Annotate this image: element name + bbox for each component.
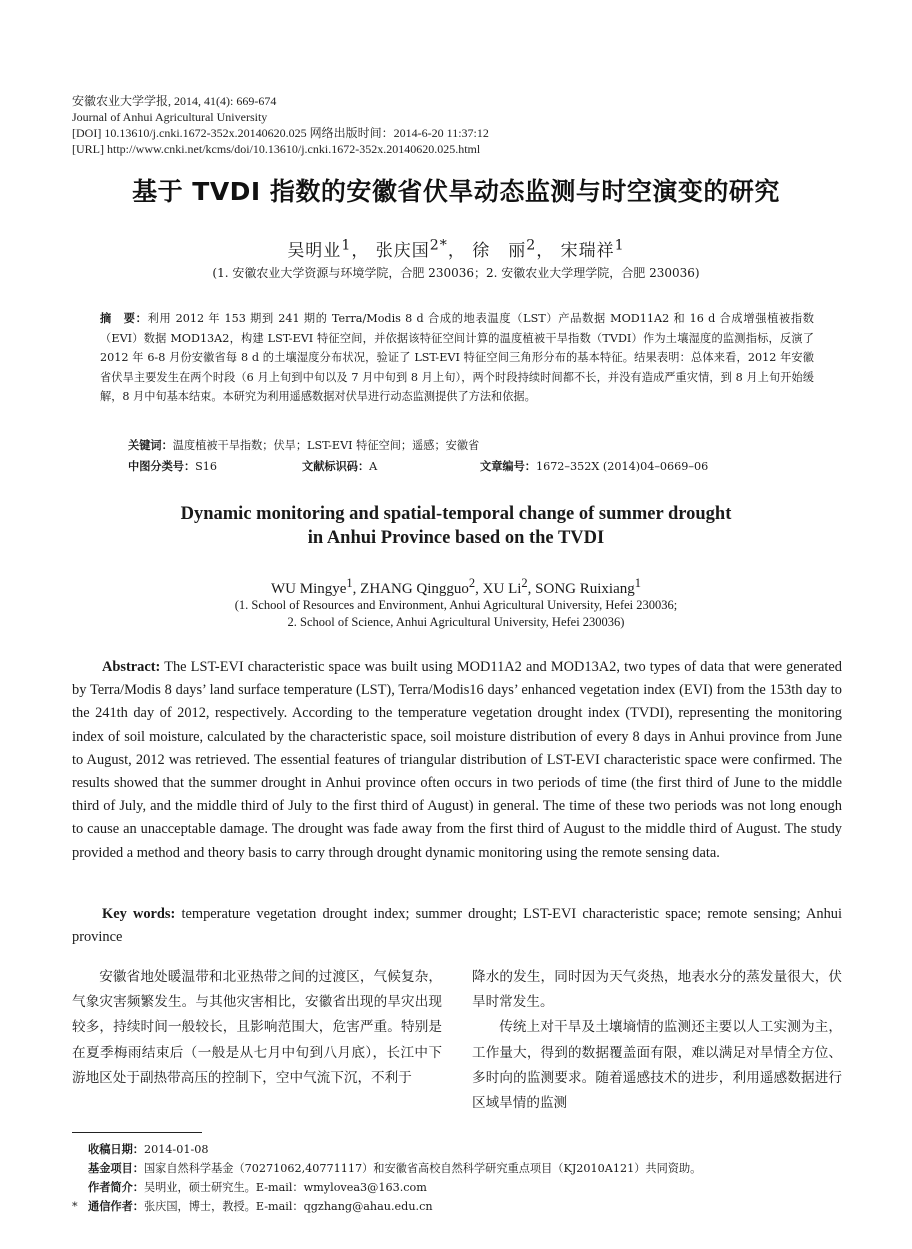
author-name: WU Mingye — [271, 581, 347, 597]
author-affil-mark: 1 — [346, 576, 353, 590]
author-affil-mark: 2 — [468, 576, 476, 590]
author-affil-mark: 1 — [634, 576, 641, 590]
author-separator: , — [352, 581, 361, 597]
abstract-label-cn: 摘 要： — [100, 312, 148, 325]
journal-citation: 安徽农业大学学报, 2014, 41(4): 669-674 — [72, 94, 277, 108]
article-number-value: 1672–352X (2014)04–0669–06 — [535, 460, 709, 473]
affiliation-en — [0, 597, 912, 631]
corresponding-value: 张庆国，博士，教授。E-mail：qgzhang@ahau.edu.cn — [143, 1200, 433, 1213]
author-bio-label: 作者简介： — [88, 1181, 144, 1194]
author-affil-mark: 2 — [526, 237, 537, 254]
author-name: 宋瑞祥 — [560, 241, 615, 261]
doc-code-value: A — [369, 460, 378, 473]
received-date — [72, 1140, 872, 1159]
author-separator: ， — [447, 241, 466, 261]
author-name: SONG Ruixiang — [535, 581, 635, 597]
body-column-right — [472, 965, 842, 1116]
keywords-cn — [128, 437, 479, 453]
author-separator: , — [527, 581, 536, 597]
author-separator: , — [475, 581, 483, 597]
author-list-cn — [0, 236, 912, 261]
author-bio — [72, 1178, 872, 1197]
funding-label: 基金项目： — [88, 1162, 144, 1175]
author-name: 张庆国 — [375, 241, 430, 261]
clc-number — [128, 458, 217, 474]
keywords-en — [72, 903, 842, 949]
affiliation-cn: (1. 安徽农业大学资源与环境学院，合肥 230036；2. 安徽农业大学理学院，合肥 230036) — [212, 266, 700, 280]
body-paragraph: 降水的发生，同时因为天气炎热，地表水分的蒸发量很大，伏旱时常发生。 — [472, 969, 842, 1011]
keywords-text-en: temperature vegetation drought index; summer drought; LST-EVI characteristic space; remote sensing; Anhui province — [72, 906, 842, 945]
funding-note — [72, 1159, 872, 1178]
author-separator: ， — [351, 241, 370, 261]
funding-value: 国家自然科学基金（70271062,40771117）和安徽省高校自然科学研究重点项目（KJ2010A121）共同资助。 — [143, 1162, 702, 1175]
journal-header — [72, 93, 489, 157]
corresponding-mark: * — [72, 1200, 78, 1213]
received-label: 收稿日期： — [88, 1143, 144, 1156]
author-name: XU Li — [482, 581, 522, 597]
author-bio-value: 吴明业，硕士研究生。E-mail：wmylovea3@163.com — [143, 1181, 427, 1194]
paper-title-en — [0, 502, 912, 550]
clc-label: 中图分类号： — [128, 460, 196, 473]
received-value: 2014-01-08 — [143, 1143, 209, 1156]
body-paragraph: 安徽省地处暖温带和北亚热带之间的过渡区，气候复杂，气象灾害频繁发生。与其他灾害相比，安徽省出现的旱灾出现较多，持续时间一般较长，且影响范围大，危害严重。特别是在夏季梅雨结束后（一般是从七月中旬到八月底），长江中下游地区处于副热带高压的控制下，空中气流下沉，不利于 — [72, 969, 442, 1086]
abstract-text-en: The LST-EVI characteristic space was built using MOD11A2 and MOD13A2, two types of data that were generated by Terra/Modis 8 days’ land surface temperature (LST), Terra/Modis16 days’ enhanced vegetation index (EVI) from the 153th day to the 241th day of 2012, respectively. According to the temperature vegetation drought index (TVDI), representing the monitoring index of soil moisture, calculated by the characteristic space, soil moisture distribution of every 8 days in Anhui province from June to August, 2012 was retrieved. The essential features of triangular distribution of LST-EVI characteristic space were confirmed. The results showed that the summer drought in Anhui province often occurs in two periods of time (the first third of June to the middle third of July, and the middle third of July to the first third of August) in general. The time of these two periods was not long enough to cause an unacceptable damage. The drought was fade away from the first third of August to the middle third of August. The study provided a method and theory basis to carry through drought dynamic monitoring using the remote sensing data. — [72, 659, 842, 861]
url-line[interactable]: [URL] http://www.cnki.net/kcms/doi/10.13610/j.cnki.1672-352x.20140620.025.html — [72, 142, 481, 156]
article-number — [480, 458, 708, 474]
footnote-divider — [72, 1132, 202, 1133]
corresponding-label: 通信作者： — [88, 1200, 144, 1213]
keywords-label-en: Key words: — [102, 906, 176, 922]
body-column-left — [72, 965, 442, 1091]
author-affil-mark: 1 — [614, 237, 625, 254]
keywords-text-cn: 温度植被干旱指数；伏旱；LST-EVI 特征空间；遥感；安徽省 — [172, 439, 480, 452]
journal-name-en: Journal of Anhui Agricultural University — [72, 110, 268, 124]
author-separator: ， — [536, 241, 555, 261]
author-affil-mark: 2 — [521, 576, 528, 590]
author-name: ZHANG Qingguo — [360, 581, 469, 597]
body-paragraph: 传统上对干旱及土壤墒情的监测还主要以人工实测为主，工作量大，得到的数据覆盖面有限，难以满足对旱情全方位、多时向的监测要求。随着遥感技术的进步，利用遥感数据进行区域旱情的监测 — [472, 1019, 842, 1112]
article-number-label: 文章编号： — [480, 460, 536, 473]
author-affil-mark: 1 — [341, 237, 352, 254]
author-name: 吴明业 — [287, 241, 342, 261]
footnotes — [72, 1140, 872, 1216]
abstract-label-en: Abstract: — [102, 659, 161, 675]
clc-value: S16 — [195, 460, 218, 473]
author-list-en — [0, 576, 912, 598]
document-code — [302, 458, 377, 474]
affiliation-en-line-2: 2. School of Science, Anhui Agricultural University, Hefei 230036) — [287, 615, 625, 629]
doi-line: [DOI] 10.13610/j.cnki.1672-352x.20140620.025 网络出版时间：2014-6-20 11:37:12 — [72, 126, 489, 140]
abstract-en — [72, 656, 842, 865]
corresponding-author — [72, 1197, 872, 1216]
abstract-text-cn: 利用 2012 年 153 期到 241 期的 Terra/Modis 8 d 合成的地表温度（LST）产品数据 MOD11A2 和 16 d 合成增强植被指数（EVI）数据 MOD13A2，构建 LST-EVI 特征空间，并依据该特征空间计算的温度植被干旱指数（TVDI）作为土壤湿度的监测指标，反演了 2012 年 6-8 月份安徽省每 8 d 的土壤湿度分布状况，验证了 LST-EVI 特征空间三角形分布的基本特征。结果表明：总体来看，2012 年安徽省伏旱主要发生在两个时段（6 月上旬到中旬以及 7 月中旬到 8 月上旬），两个时段持续时间都不长，并没有造成严重灾情，到 8 月上旬开始缓解，8 月中旬基本结束。本研究为利用遥感数据对伏旱进行动态监测提供了方法和依据。 — [100, 312, 814, 403]
title-en-line-2: in Anhui Province based on the TVDI — [307, 528, 605, 548]
paper-title-cn: 基于 TVDI 指数的安徽省伏旱动态监测与时空演变的研究 — [132, 177, 780, 206]
doc-code-label: 文献标识码： — [302, 460, 370, 473]
author-affil-mark: 2* — [429, 237, 448, 254]
abstract-cn — [100, 309, 814, 407]
affiliation-en-line-1: (1. School of Resources and Environment, Anhui Agricultural University, Hefei 230036; — [234, 598, 678, 612]
keywords-label-cn: 关键词： — [128, 439, 173, 452]
author-name: 徐 丽 — [472, 241, 527, 261]
title-en-line-1: Dynamic monitoring and spatial-temporal change of summer drought — [180, 504, 732, 524]
